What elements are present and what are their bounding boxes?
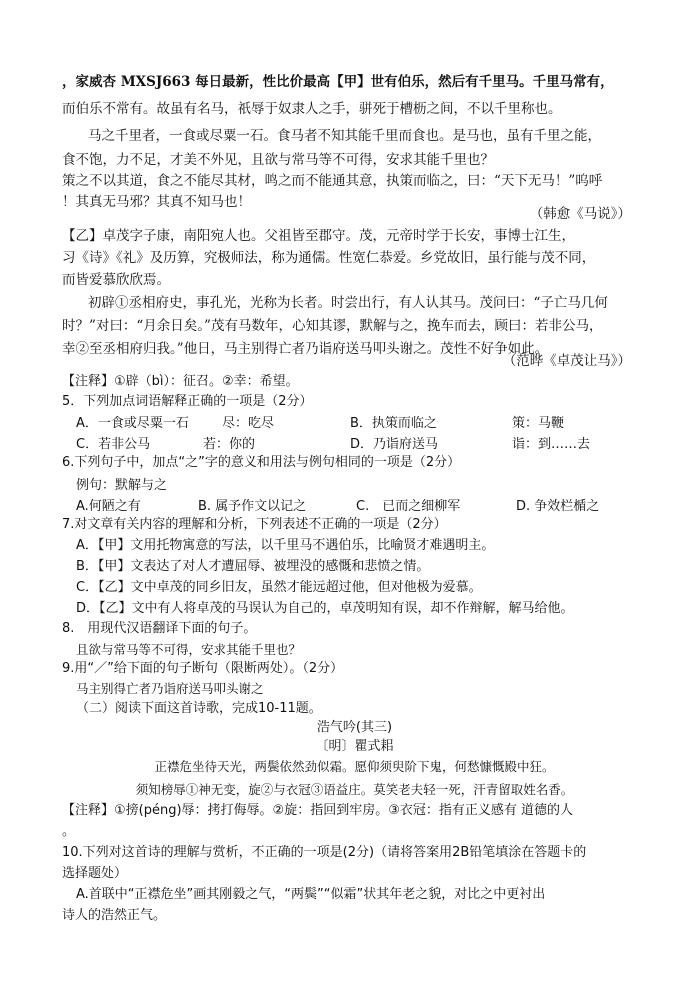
q5-option-c: C．若非公马 [76, 437, 151, 452]
q5-option-a: A．一食或尽粟一石 [76, 416, 189, 431]
passage-a-line-6: ！其真无马邪？其真不知马也！ [62, 194, 251, 210]
q5-option-c-gloss: 若：你的 [203, 437, 256, 452]
q8-stem: 8. 用现代汉语翻译下面的句子。 [62, 621, 257, 636]
q6-option-d: D. 争效栏楯之 [516, 499, 600, 514]
q5-option-d: D．乃诣府送马 [350, 437, 439, 452]
q7-option-d: D．【乙】文中有人将卓茂的马误认为自己的，卓茂明知有误，却不作辩解，解马给他。 [76, 601, 574, 616]
passage-b-line-3: 而皆爱慕欣欣焉。 [62, 272, 170, 288]
poem-title: 浩气吟(其三) [316, 720, 393, 735]
passage-a-line-1: ，家威杏 MXSJ663 每日最新，性比价最高【甲】世有伯乐，然后有千里马。千里马常有， [62, 74, 614, 90]
passage-b-line-5: 时？”对曰：“月余日矣。”茂有马数年，心知其谬，默解与之，挽车而去，顾曰：若非公马， [62, 318, 603, 334]
passage-b-source: （范晔《卓茂让马》） [502, 353, 631, 369]
poem-line-2: 须知榜辱①神无变，旋②与衣冠③语益庄。莫笑老夫轻一死，汗青留取姓名香。 [135, 782, 574, 797]
q6-option-c: C. 已而之细柳军 [356, 499, 461, 514]
q10-stem-1: 10.下列对这首诗的理解与赏析，不正确的一项是(2分)（请将答案用2B铅笔填涂在答题卡的 [62, 845, 587, 860]
poem-author: 〔明〕瞿式耜 [315, 739, 394, 754]
passage-a-source: （韩愈《马说》） [529, 206, 631, 222]
q6-stem: 6.下列句子中，加点“之”字的意义和用法与例句相同的一项是（2分） [62, 455, 461, 470]
q7-stem: 7.对文章有关内容的理解和分析，下列表述不正确的一项是（2分） [62, 517, 447, 532]
q10-option-a-1: A.首联中“正襟危坐”画其刚毅之气，“两鬓”“似霜”状其年老之貌，对比之中更衬出 [76, 887, 546, 902]
q5-option-d-gloss: 诣：到……去 [512, 437, 591, 452]
poem-line-1: 正襟危坐待天光，两鬓依然劲似霜。愿仰须臾阶下鬼，何愁慷慨殿中狂。 [154, 759, 555, 774]
q9-sentence: 马主别得亡者乃诣府送马叩头谢之 [76, 681, 264, 696]
poem-notes-end: 。 [62, 824, 76, 839]
q6-option-b: B. 属予作文以记之 [198, 499, 307, 514]
q10-stem-2: 选择题处） [62, 866, 128, 881]
q5-option-a-gloss: 尽：吃尽 [222, 416, 275, 431]
section2-heading: （二）阅读下面这首诗歌，完成10-11题。 [76, 701, 322, 716]
passage-b-line-1: 【乙】卓茂字子康，南阳宛人也。父祖皆至郡守。茂，元帝时学于长安，事博士江生， [62, 228, 575, 244]
passage-b-line-4: 初辟①丞相府史，事孔光，光称为长者。时尝出行，有人认其马。茂问曰：“子亡马几何 [88, 295, 608, 311]
q9-stem: 9.用“／”给下面的句子断句（限断两处）。（2分） [62, 661, 344, 676]
notes-b: 【注释】①辟（bì）：征召。②幸：希望。 [62, 374, 299, 389]
q6-example: 例句：默解与之 [76, 478, 168, 493]
poem-notes: 【注释】①搒(péng)辱：拷打侮辱。②旋：指回到牢房。③衣冠：指有正义感有 道德的人 [62, 803, 573, 818]
q7-option-b: B．【甲】文表达了对人才遭屈辱、被埋没的感慨和悲愤之情。 [76, 559, 430, 574]
q5-option-b-gloss: 策：马鞭 [512, 416, 565, 431]
q7-option-c: C．【乙】文中卓茂的同乡旧友，虽然才能远超过他，但对他极为爱慕。 [76, 580, 482, 595]
q10-option-a-2: 诗人的浩然正气。 [62, 908, 167, 923]
passage-a-line-3: 马之千里者，一食或尽粟一石。食马者不知其能千里而食也。是马也，虽有千里之能， [88, 128, 601, 144]
q8-sentence: 且欲与常马等不可得，安求其能千里也？ [76, 642, 302, 657]
q6-option-a: A.何陋之有 [76, 499, 141, 514]
passage-a-line-5: 策之不以其道，食之不能尽其材，鸣之而不能通其意，执策而临之，曰：“天下无马！”呜呼 [62, 173, 603, 189]
q7-option-a: A．【甲】文用托物寓意的写法，以千里马不遇伯乐，比喻贤才难遇明主。 [76, 538, 495, 553]
passage-a-line-4: 食不饱，力不足，才美不外见，且欲与常马等不可得，安求其能千里也？ [62, 152, 494, 168]
passage-a-line-2: 而伯乐不常有。故虽有名马，祇辱于奴隶人之手，骈死于槽枥之间，不以千里称也。 [62, 101, 562, 117]
passage-b-line-2: 习《诗》《礼》及历算，究极师法，称为通儒。性宽仁恭爱。乡党故旧，虽行能与茂不同， [62, 250, 596, 266]
q5-option-b: B．执策而临之 [350, 416, 437, 431]
passage-b-line-6: 幸②至丞相府归我。”他日，马主别得亡者乃诣府送马叩头谢之。茂性不好争如此。 [62, 341, 549, 357]
q5-stem: 5．下列加点词语解释正确的一项是（2分） [62, 394, 313, 409]
